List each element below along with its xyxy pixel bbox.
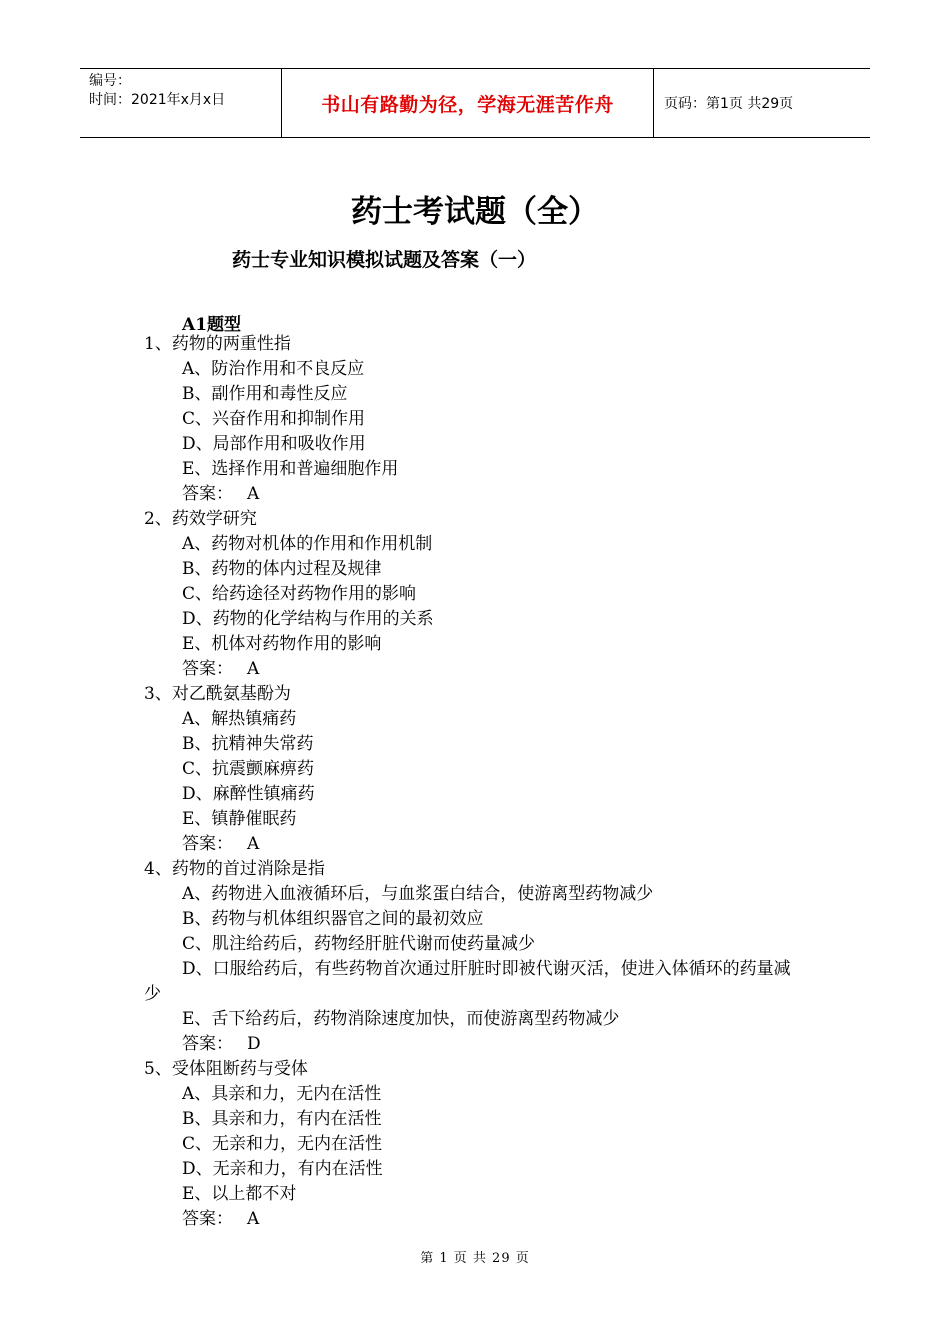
page-footer: 第 1 页 共 29 页 [420,1251,530,1266]
answer-label: 答案： [182,1034,233,1054]
question-stem: 5、受体阻断药与受体 [144,1059,308,1079]
question-answer [0,1207,950,1232]
question-option: E、镇静催眠药 [182,809,297,829]
header-page-info: 页码：第1页 共29页 [664,96,794,112]
answer-label: 答案： [182,834,233,854]
question-option: E、选择作用和普遍细胞作用 [182,459,399,479]
question-option: E、机体对药物作用的影响 [182,634,382,654]
question-stem: 1、药物的两重性指 [144,334,291,354]
question-option: C、给药途径对药物作用的影响 [182,584,417,604]
serial-label: 编号： [89,73,131,89]
question-option: A、药物对机体的作用和作用机制 [182,534,433,554]
question-option: D、无亲和力，有内在活性 [182,1159,383,1179]
answer-value: A [247,834,260,854]
question-option: B、药物的体内过程及规律 [182,559,382,579]
question-option: A、药物进入血液循环后，与血浆蛋白结合，使游离型药物减少 [182,884,654,904]
question-option: E、以上都不对 [182,1184,297,1204]
question-option [0,957,806,1007]
answer-value: A [247,659,260,679]
question-option: D、药物的化学结构与作用的关系 [182,609,434,629]
question-answer [0,832,950,857]
question-stem: 4、药物的首过消除是指 [144,859,325,879]
question-answer [0,1032,950,1057]
question-option: A、解热镇痛药 [182,709,297,729]
answer-label: 答案： [182,1209,233,1229]
question-list [0,332,950,1232]
answer-label: 答案： [182,484,233,504]
answer-value: D [247,1034,261,1054]
question-option: C、无亲和力，无内在活性 [182,1134,383,1154]
question-option: E、舌下给药后，药物消除速度加快，而使游离型药物减少 [182,1009,620,1029]
question-option: B、具亲和力，有内在活性 [182,1109,382,1129]
question-option: C、抗震颤麻痹药 [182,759,315,779]
question-option: B、抗精神失常药 [182,734,314,754]
page-subtitle: 药士专业知识模拟试题及答案（一） [232,249,537,271]
question-option: D、麻醉性镇痛药 [182,784,315,804]
answer-label: 答案： [182,659,233,679]
section-heading: A1题型 [182,315,242,335]
header-meta [80,69,281,137]
question-option: B、药物与机体组织器官之间的最初效应 [182,909,484,929]
question-option-text: D、口服给药后，有些药物首次通过肝脏时即被代谢灭活，使进入体循环的药量减少 [144,959,791,1004]
question-stem: 3、对乙酰氨基酚为 [144,684,291,704]
question-option: D、局部作用和吸收作用 [182,434,366,454]
question-option: C、肌注给药后，药物经肝脏代谢而使药量减少 [182,934,536,954]
date-label: 时间：2021年x月x日 [89,92,226,108]
question-answer [0,482,950,507]
question-option: A、具亲和力，无内在活性 [182,1084,382,1104]
question-answer [0,657,950,682]
question-option: C、兴奋作用和抑制作用 [182,409,366,429]
question-option: B、副作用和毒性反应 [182,384,348,404]
document-header [80,68,870,138]
question-option: A、防治作用和不良反应 [182,359,365,379]
answer-value: A [247,484,260,504]
answer-value: A [247,1209,260,1229]
question-stem: 2、药效学研究 [144,509,257,529]
page-title: 药士考试题（全） [351,194,599,230]
header-motto: 书山有路勤为径，学海无涯苦作舟 [281,69,654,137]
